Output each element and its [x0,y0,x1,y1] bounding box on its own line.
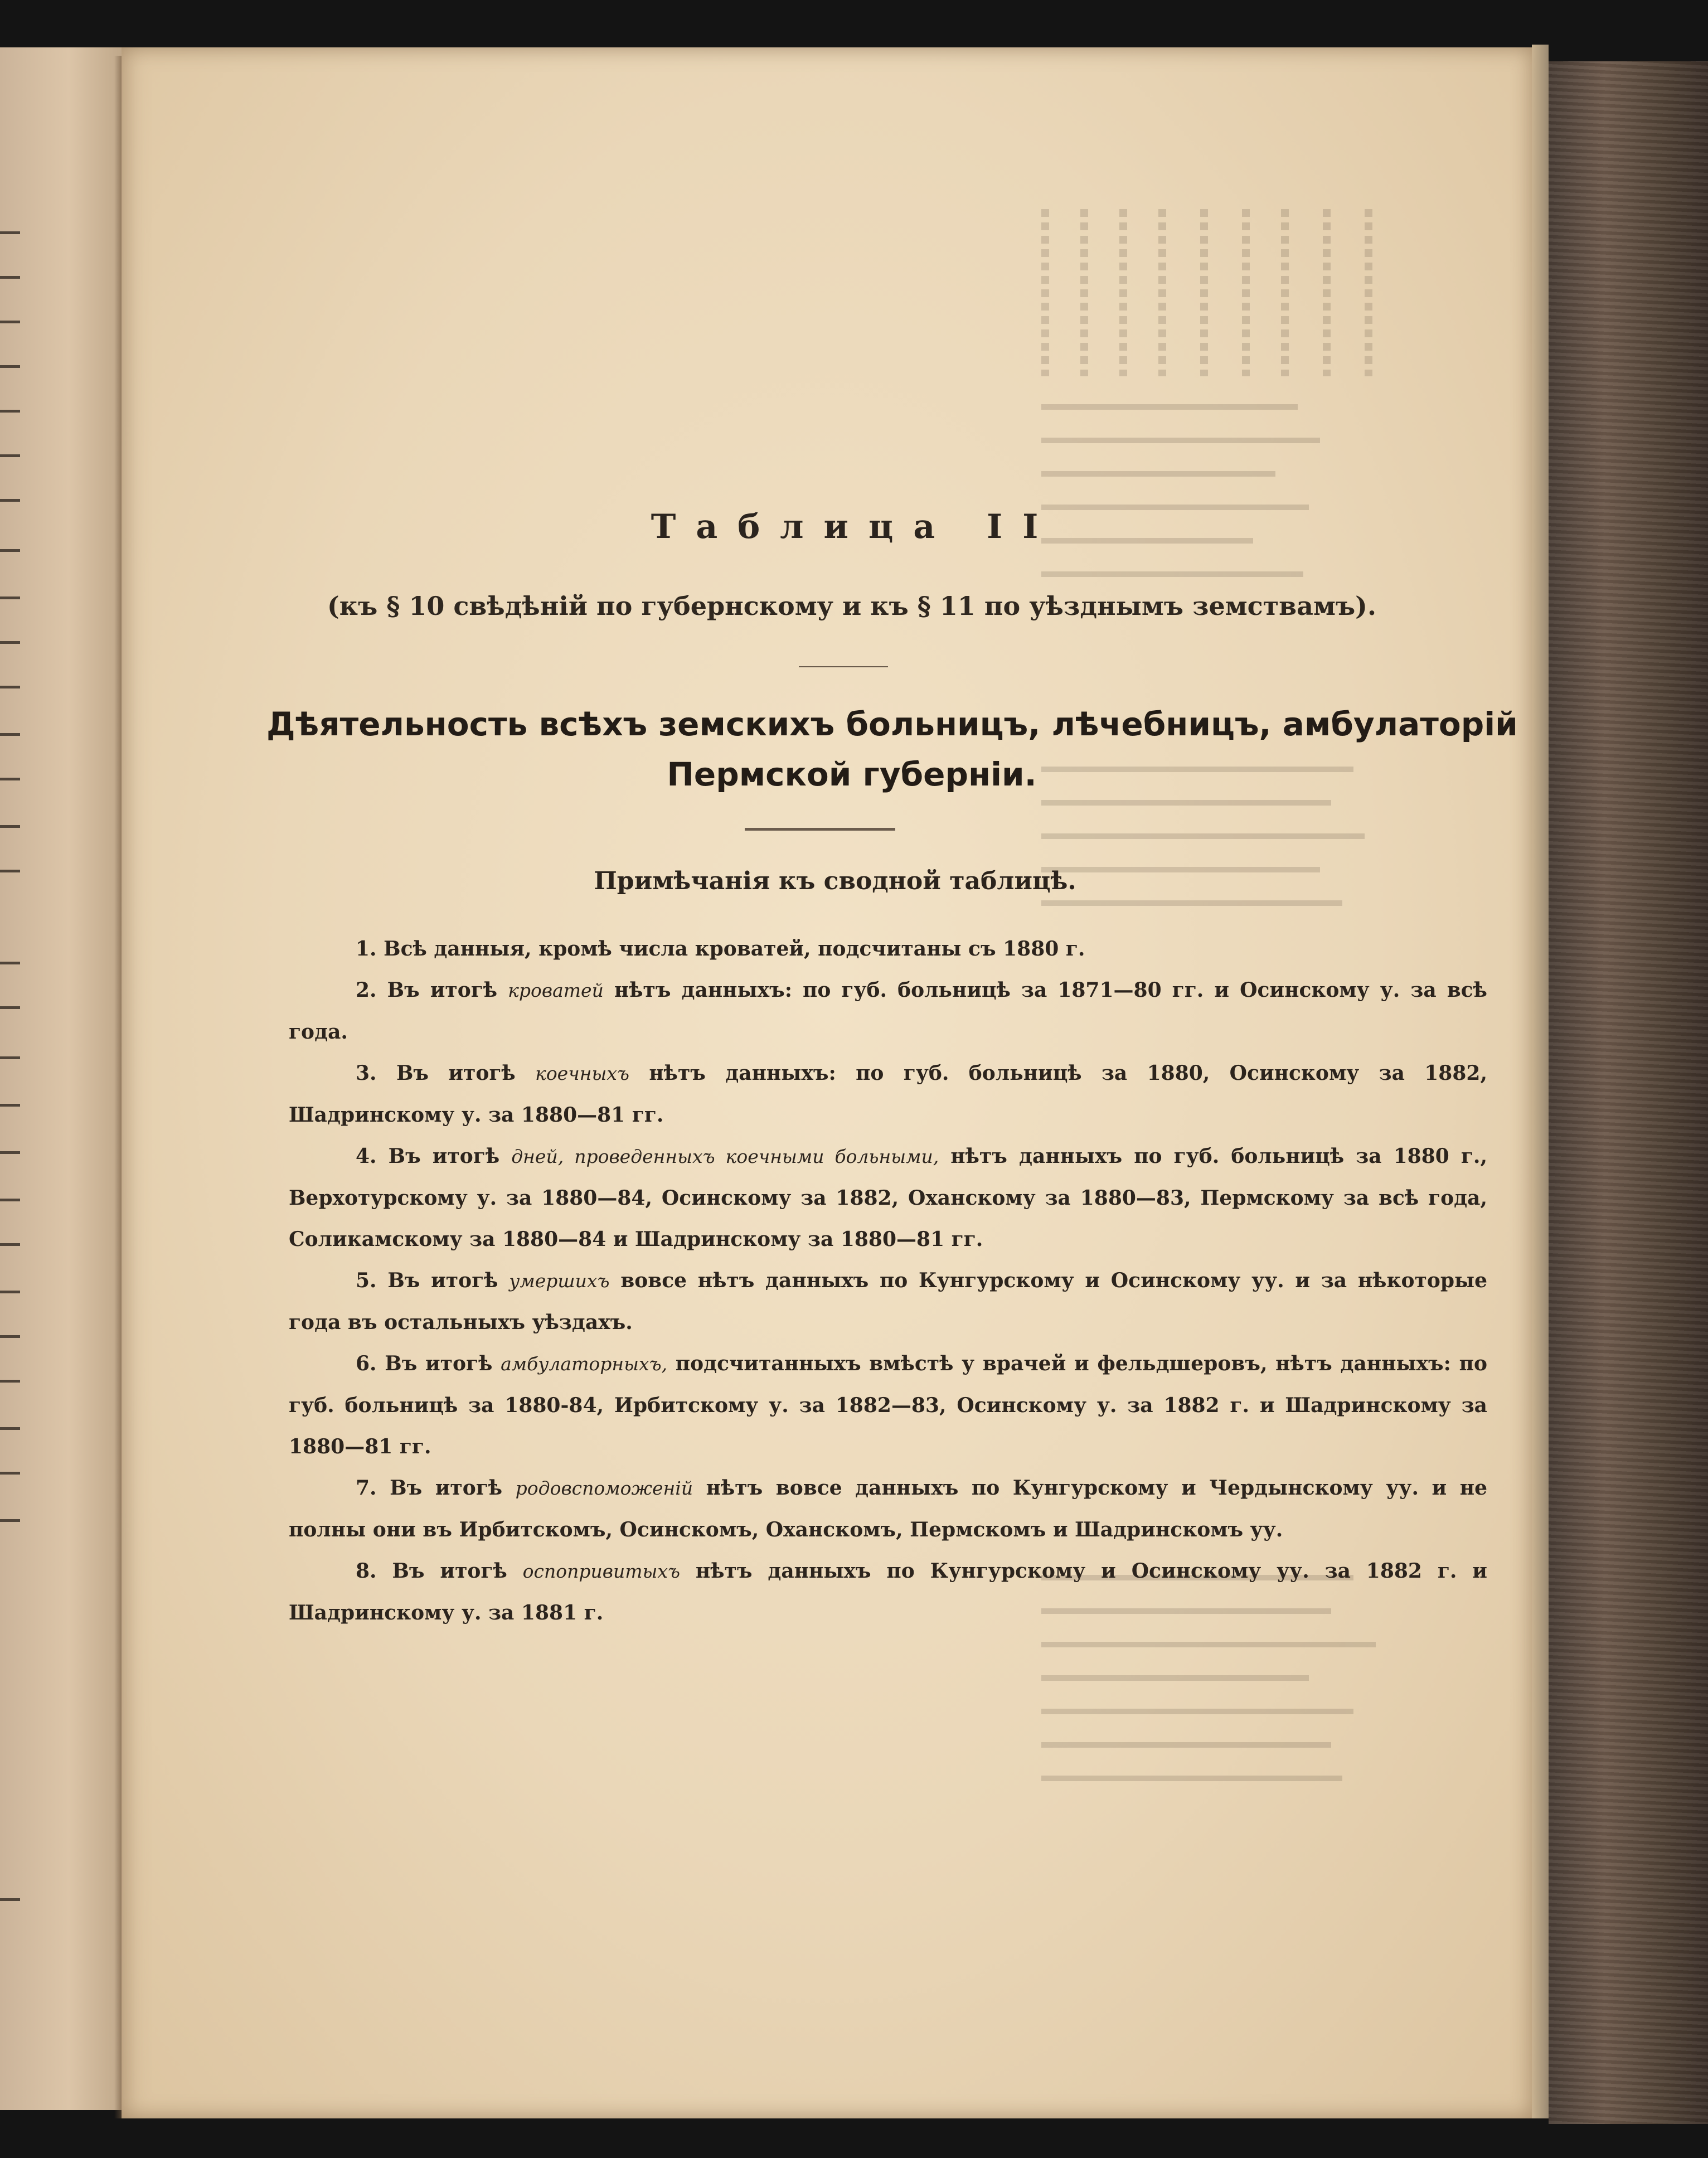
divider-short [799,666,888,667]
note-text: нѣтъ данныхъ: по губ. больницѣ за 1880, Осинскому за 1882, Шадринскому у. за 1880—81 гг. [289,1061,1487,1127]
note-text: Въ итогѣ [388,1145,500,1168]
note-text: Въ итогѣ [387,1269,498,1292]
note-term: дней, проведенныхъ коечными больными, [511,1146,939,1167]
note-number: 7. [356,1476,377,1500]
note-item [289,1136,1487,1260]
section-heading-line-1: Дѣятельность всѣхъ земскихъ больницъ, лѣчебницъ, амбулаторій [266,705,1518,743]
note-item [289,1550,1487,1633]
note-number: 5. [356,1269,377,1292]
note-item [289,1260,1487,1343]
note-number: 1. [356,937,377,961]
note-number: 4. [356,1145,377,1168]
note-term: оспопривитыхъ [522,1560,680,1582]
note-number: 3. [356,1061,377,1085]
note-number: 8. [356,1559,377,1583]
note-item [289,969,1487,1053]
section-heading-line-2: Пермской губерніи. [667,755,1037,793]
note-number: 2. [356,978,377,1002]
note-text: нѣтъ данныхъ по Кунгурскому и Осинскому уу. за 1882 г. и Шадринскому у. за 1881 г. [289,1559,1487,1624]
note-text: вовсе нѣтъ данныхъ по Кунгурскому и Осинскому уу. и за нѣкоторые года въ остальныхъ уѣздахъ. [289,1269,1487,1334]
note-text: Въ итогѣ [387,978,498,1002]
note-term: умершихъ [509,1270,610,1292]
note-text: Въ итогѣ [392,1559,507,1583]
note-number: 6. [356,1352,377,1375]
page-edge [1532,45,1549,2118]
notes-list [289,928,1487,1633]
note-term: амбулаторныхъ, [501,1353,668,1375]
left-page-edge [0,47,125,2110]
note-text: Всѣ данныя, кромѣ числа кроватей, подсчитаны съ 1880 г. [384,937,1085,961]
note-item [289,1053,1487,1136]
note-item [289,928,1487,969]
note-term: родовспоможеній [515,1477,693,1499]
note-text: Въ итогѣ [390,1476,503,1500]
note-item [289,1343,1487,1467]
note-text: нѣтъ данныхъ по губ. больницѣ за 1880 г., Верхотурскому у. за 1880—84, Осинскому за 1882, Оханскому за 1880—83, Пермскому за всѣ года, Соликамскому за 1880—84 и Шадринскому за 1880—81 гг. [289,1145,1487,1251]
note-term: кроватей [508,979,604,1001]
table-title: Таблица II [651,507,1059,546]
divider-rule [745,828,895,831]
note-text: нѣтъ вовсе данныхъ по Кунгурскому и Чердынскому уу. и не полны они въ Ирбитскомъ, Осинскомъ, Оханскомъ, Пермскомъ и Шадринскомъ уу. [289,1476,1487,1541]
note-text: Въ итогѣ [396,1061,516,1085]
page-content [122,47,1532,2118]
note-term: коечныхъ [535,1063,629,1084]
book-binding [1549,61,1708,2124]
note-text: Въ итогѣ [385,1352,493,1375]
note-text: подсчитанныхъ вмѣстѣ у врачей и фельдшеровъ, нѣтъ данныхъ: по губ. больницѣ за 1880-84, Ирбитскому у. за 1882—83, Осинскому у. за 1882 г. и Шадринскому за 1880—81 гг. [289,1352,1487,1458]
note-item [289,1467,1487,1550]
note-text: нѣтъ данныхъ: по губ. больницѣ за 1871—80 гг. и Осинскому у. за всѣ года. [289,978,1487,1044]
notes-title: Примѣчанія къ сводной таблицѣ. [594,867,1076,895]
table-subtitle: (къ § 10 свѣдѣній по губернскому и къ § 11 по уѣзднымъ земствамъ). [327,591,1376,621]
